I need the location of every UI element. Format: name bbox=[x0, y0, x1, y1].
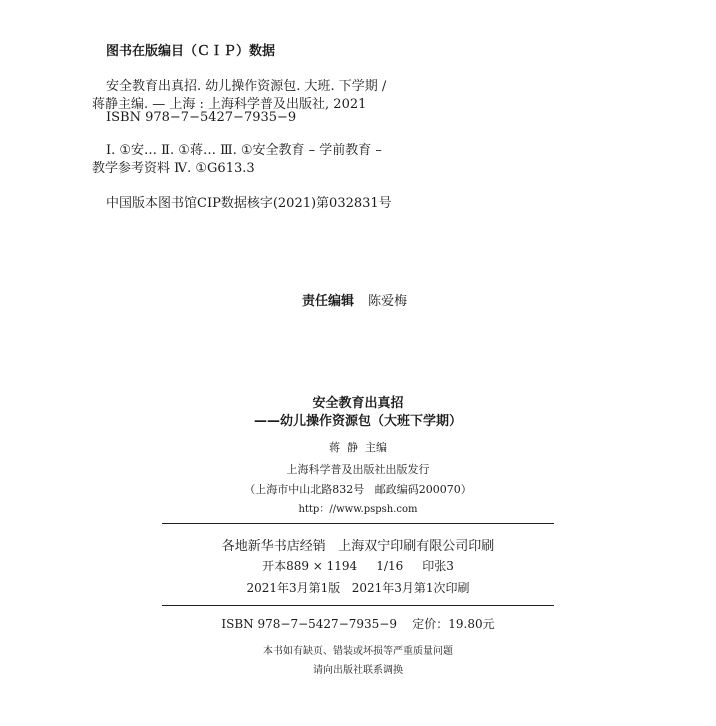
divider-bottom bbox=[162, 605, 554, 606]
cip-author-line: 蒋静主编. — 上海 : 上海科学普及出版社, 2021 bbox=[92, 97, 367, 112]
publisher-url: http：//www.pspsh.com bbox=[298, 504, 418, 515]
distribution-line: 各地新华书店经销 上海双宁印刷有限公司印刷 bbox=[221, 539, 495, 554]
quality-notice: 本书如有缺页、错装或坏损等严重质量问题 bbox=[263, 646, 453, 657]
cip-title-line: 安全教育出真招. 幼儿操作资源包. 大班. 下学期 / bbox=[106, 79, 387, 94]
cip-heading: 图书在版编目（ＣＩＰ）数据 bbox=[106, 44, 276, 59]
exchange-notice: 请向出版社联系调换 bbox=[313, 665, 403, 676]
editor-name: 陈爱梅 bbox=[368, 294, 408, 309]
editor-label: 责任编辑 bbox=[302, 294, 355, 309]
cip-isbn-line: ISBN 978−7−5427−7935−9 bbox=[106, 110, 297, 125]
book-author: 蒋 静 主编 bbox=[329, 441, 387, 454]
book-subtitle: ——幼儿操作资源包（大班下学期） bbox=[253, 414, 462, 429]
book-title: 安全教育出真招 bbox=[312, 396, 404, 411]
publisher-address: （上海市中山北路832号 邮政编码200070） bbox=[244, 483, 472, 496]
format-line: 开本889 × 1194 1/16 印张3 bbox=[262, 559, 454, 573]
divider-top bbox=[162, 523, 554, 524]
cip-classification-line-2: 教学参考资料 Ⅳ. ①G613.3 bbox=[92, 161, 255, 176]
responsible-editor bbox=[302, 290, 407, 309]
cip-classification-line: Ⅰ. ①安… Ⅱ. ①蒋… Ⅲ. ①安全教育 – 学前教育 – bbox=[106, 143, 382, 158]
isbn-price-line: ISBN 978−7−5427−7935−9 定价：19.80元 bbox=[221, 617, 495, 631]
publisher-line: 上海科学普及出版社出版发行 bbox=[286, 463, 430, 476]
cip-record-number: 中国版本图书馆CIP数据核字(2021)第032831号 bbox=[106, 196, 392, 211]
edition-line: 2021年3月第1版 2021年3月第1次印刷 bbox=[246, 581, 470, 595]
